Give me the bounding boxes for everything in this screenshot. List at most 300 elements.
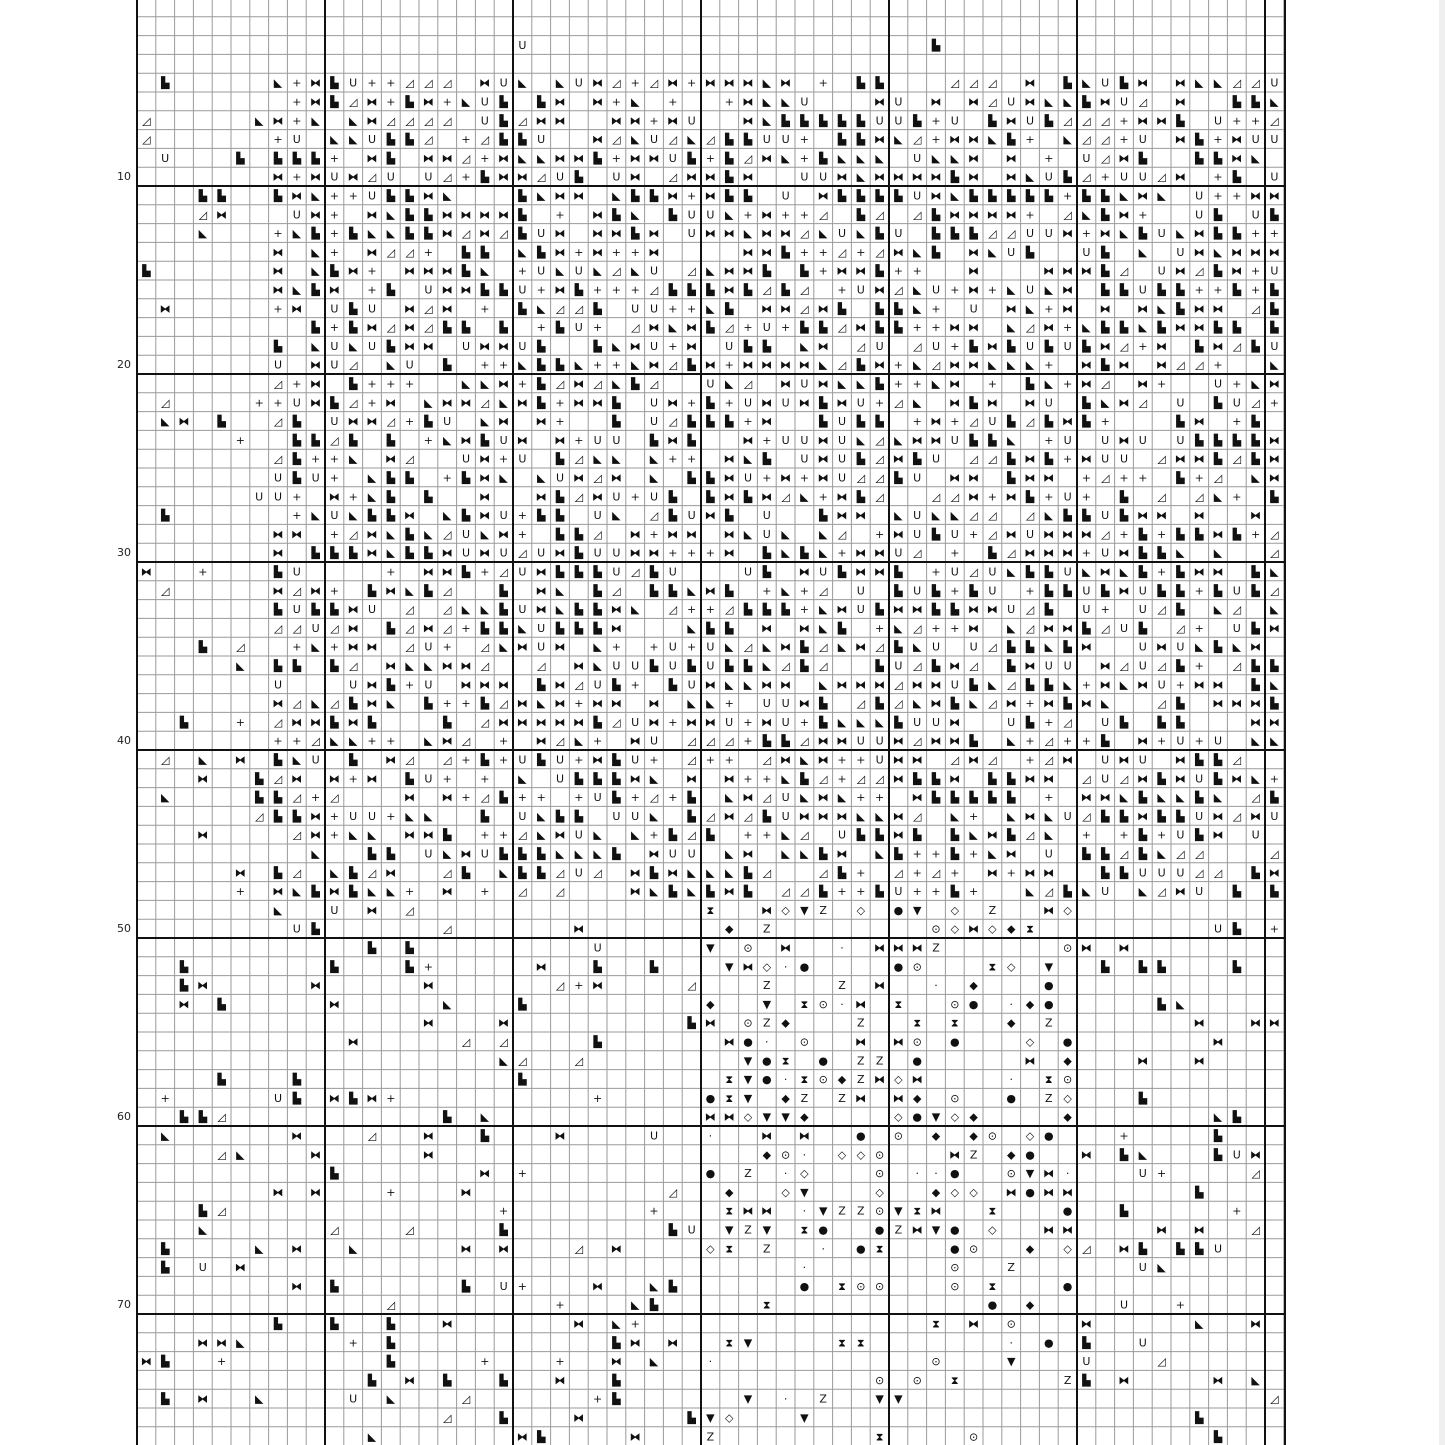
stitch-symbol: ▙ [330,603,339,617]
stitch-symbol: ◣ [1157,302,1166,316]
stitch-symbol: ▙ [273,866,283,880]
stitch-symbol: U [762,697,771,711]
stitch-symbol: ⧓ [479,227,491,241]
stitch-symbol: ◿ [160,753,170,767]
stitch-symbol: U [1044,396,1053,410]
stitch-symbol: ◣ [480,264,490,278]
stitch-symbol: ◿ [1157,1355,1166,1369]
stitch-symbol: ⊙ [874,1373,885,1387]
stitch-symbol: + [931,133,941,147]
stitch-symbol: + [1232,114,1242,128]
stitch-symbol: ⧓ [704,358,716,372]
stitch-symbol: ◿ [912,546,922,560]
stitch-symbol: ◣ [424,527,433,541]
stitch-symbol: ▙ [612,847,621,861]
stitch-symbol: ▙ [198,640,208,654]
stitch-symbol: + [517,509,528,523]
stitch-symbol: ⧓ [892,734,904,748]
stitch-symbol: + [1138,339,1148,353]
stitch-symbol: U [349,809,358,823]
stitch-symbol: ⧓ [817,753,829,767]
stitch-symbol: ◣ [367,227,377,241]
stitch-symbol: ▙ [1176,302,1185,316]
stitch-symbol: U [1101,753,1110,767]
stitch-symbol: ◣ [574,358,584,372]
stitch-symbol: ◣ [555,603,565,617]
stitch-symbol: ▙ [480,170,490,184]
stitch-symbol: ◿ [1157,452,1166,466]
stitch-symbol: ⧓ [855,565,867,579]
stitch-symbol: ◿ [348,527,358,541]
stitch-symbol: ▙ [480,753,490,767]
stitch-symbol: ▙ [856,189,866,203]
stitch-symbol: + [235,715,246,729]
stitch-symbol: ▙ [1100,584,1110,598]
stitch-symbol: ⧓ [874,941,886,955]
stitch-symbol: ▙ [1213,433,1223,447]
stitch-symbol: ◿ [1194,866,1204,880]
stitch-symbol: ◇ [950,922,960,936]
stitch-symbol: · [783,1392,788,1406]
stitch-symbol: ▙ [236,151,245,165]
stitch-symbol: ▙ [536,339,546,353]
stitch-symbol: ⧓ [968,358,980,372]
stitch-symbol: ⧓ [1250,715,1262,729]
stitch-symbol: ▙ [762,452,772,466]
stitch-symbol: ◣ [555,264,565,278]
stitch-symbol: ◣ [1082,208,1091,222]
stitch-symbol: ⧓ [1231,151,1243,165]
stitch-symbol: ⧓ [986,396,998,410]
stitch-symbol: + [611,245,622,259]
stitch-symbol: ◣ [1100,697,1110,711]
stitch-symbol: ⧓ [968,95,980,109]
stitch-symbol: ◣ [1213,245,1223,259]
stitch-symbol: ◣ [593,452,602,466]
stitch-symbol: ◣ [668,321,678,335]
stitch-symbol: + [1062,189,1073,203]
stitch-symbol: U [1119,170,1129,184]
stitch-symbol: ▙ [988,772,997,786]
stitch-symbol: ▙ [1100,283,1110,297]
stitch-symbol: ▙ [649,1298,659,1312]
stitch-symbol: ⧓ [986,208,998,222]
stitch-symbol: ⊙ [1062,1073,1073,1087]
stitch-symbol: ◿ [236,640,245,654]
stitch-symbol: ◿ [668,1185,678,1199]
stitch-symbol: ◿ [1232,809,1242,823]
stitch-symbol: ⧓ [761,490,773,504]
stitch-symbol: ◆ [969,1129,978,1143]
stitch-symbol: ⧓ [610,603,622,617]
stitch-symbol: ▙ [555,565,565,579]
stitch-symbol: U [555,772,565,786]
stitch-symbol: ▙ [405,471,414,485]
stitch-symbol: ▙ [461,1279,471,1293]
stitch-symbol: ◿ [818,659,828,673]
stitch-symbol: ◣ [386,697,396,711]
stitch-symbol: + [1119,471,1129,485]
stitch-symbol: ⧓ [573,377,585,391]
stitch-symbol: ◣ [630,95,640,109]
stitch-symbol: + [837,772,847,786]
stitch-symbol: ⧓ [1250,1317,1262,1331]
stitch-symbol: ⧓ [1212,1373,1224,1387]
stitch-symbol: ▙ [706,828,715,842]
stitch-symbol: ◣ [1270,565,1279,579]
stitch-symbol: ⧓ [892,1091,904,1105]
stitch-symbol: ▙ [330,1167,339,1181]
stitch-symbol: ⧓ [968,753,980,767]
stitch-symbol: ◇ [894,1073,903,1087]
stitch-symbol: ◣ [630,208,640,222]
stitch-symbol: ⧓ [347,415,359,429]
stitch-symbol: + [762,584,772,598]
stitch-symbol: ⧓ [742,791,754,805]
stitch-symbol: ◿ [1119,847,1129,861]
stitch-symbol: ◣ [931,151,941,165]
stitch-symbol: ▙ [762,809,772,823]
stitch-symbol: ⧓ [780,302,792,316]
stitch-symbol: + [1250,114,1261,128]
stitch-symbol: + [1156,828,1167,842]
stitch-symbol: + [630,283,640,297]
stitch-symbol: U [1157,264,1166,278]
stitch-symbol: ▙ [1194,1411,1204,1425]
stitch-symbol: ◣ [612,1317,621,1331]
stitch-symbol: ⧓ [1118,753,1130,767]
stitch-symbol: ◣ [386,885,396,899]
stitch-symbol: ⧓ [366,208,378,222]
stitch-symbol: U [424,772,433,786]
stitch-symbol: ◆ [912,1091,922,1105]
stitch-symbol: ◇ [781,1185,790,1199]
stitch-symbol: ◣ [912,245,922,259]
stitch-symbol: ⧓ [968,264,980,278]
stitch-symbol: ● [761,1073,772,1087]
stitch-symbol: ● [949,1167,960,1181]
stitch-symbol: U [913,471,922,485]
stitch-symbol: ⧓ [479,339,491,353]
stitch-symbol: ⧓ [592,396,604,410]
stitch-symbol: ◣ [480,377,490,391]
stitch-symbol: U [574,264,583,278]
stitch-symbol: + [1138,471,1148,485]
stitch-symbol: + [216,1355,227,1369]
stitch-symbol: ⧓ [573,396,585,410]
stitch-symbol: + [367,396,377,410]
stitch-symbol: ⧓ [1156,339,1168,353]
stitch-symbol: · [1065,1167,1070,1181]
stitch-symbol: U [875,339,884,353]
stitch-symbol: ⧓ [291,1129,303,1143]
stitch-symbol: ◿ [217,1148,226,1162]
stitch-symbol: ⧓ [347,1035,359,1049]
stitch-symbol: U [649,1129,659,1143]
stitch-symbol: + [743,828,753,842]
stitch-symbol: ◿ [1100,377,1110,391]
stitch-symbol: ⧓ [328,885,340,899]
stitch-symbol: ◿ [1251,302,1260,316]
stitch-symbol: ◿ [724,321,734,335]
stitch-symbol: ◣ [781,95,790,109]
stitch-symbol: + [893,264,904,278]
stitch-symbol: ⧓ [479,490,491,504]
stitch-symbol: ▙ [1100,321,1110,335]
stitch-symbol: ◣ [724,377,734,391]
stitch-symbol: ⧓ [1043,264,1055,278]
stitch-symbol: ▙ [1100,245,1110,259]
stitch-symbol: U [273,1091,283,1105]
stitch-symbol: ⧓ [328,283,340,297]
stitch-symbol: ⧓ [460,678,472,692]
stitch-symbol: ▼ [800,1185,809,1199]
stitch-symbol: U [1101,772,1110,786]
stitch-symbol: U [819,565,828,579]
stitch-symbol: ◿ [1194,264,1204,278]
stitch-symbol: ● [893,960,904,974]
stitch-symbol: ▙ [330,76,339,90]
stitch-symbol: ⧓ [949,358,961,372]
stitch-symbol: ◣ [424,734,433,748]
stitch-symbol: ◣ [894,133,903,147]
stitch-symbol: + [536,321,546,335]
stitch-symbol: ▙ [499,321,508,335]
stitch-symbol: + [611,283,622,297]
stitch-symbol: ◿ [781,659,790,673]
stitch-symbol: ◣ [781,527,790,541]
stitch-symbol: ▙ [518,1073,527,1087]
stitch-symbol: ⧓ [742,1204,754,1218]
stitch-symbol: ▙ [856,208,866,222]
stitch-symbol: U [687,1223,696,1237]
stitch-symbol: ◣ [931,509,941,523]
stitch-symbol: + [329,527,340,541]
stitch-symbol: + [668,95,678,109]
stitch-symbol: ⧓ [1118,208,1130,222]
stitch-symbol: ⧓ [968,133,980,147]
stitch-symbol: + [762,471,772,485]
stitch-symbol: ▙ [837,133,847,147]
stitch-symbol: ▙ [160,509,170,523]
stitch-symbol: + [498,753,509,767]
stitch-symbol: ⧓ [1193,245,1205,259]
stitch-symbol: ▙ [273,151,283,165]
stitch-symbol: ⧓ [648,227,660,241]
stitch-symbol: ⧓ [422,621,434,635]
stitch-symbol: ⧓ [1250,809,1262,823]
stitch-symbol: U [1025,283,1035,297]
stitch-symbol: ▙ [593,715,602,729]
stitch-symbol: ◿ [837,358,847,372]
stitch-symbol: ⧓ [573,151,585,165]
stitch-symbol: ⧓ [892,941,904,955]
stitch-symbol: ◿ [1100,471,1110,485]
stitch-symbol: ⧓ [1118,941,1130,955]
stitch-symbol: ▙ [1025,640,1035,654]
stitch-symbol: ◿ [800,302,809,316]
stitch-symbol: ⧓ [573,1317,585,1331]
stitch-symbol: ⧓ [1193,1054,1205,1068]
stitch-symbol: ◣ [518,358,527,372]
stitch-symbol: ⧓ [441,208,453,222]
stitch-symbol: ⧓ [855,640,867,654]
stitch-symbol: ▙ [179,979,189,993]
stitch-symbol: ◣ [386,208,396,222]
stitch-symbol: ◿ [1270,1392,1279,1406]
stitch-symbol: ⧓ [968,603,980,617]
stitch-symbol: ⧓ [761,678,773,692]
stitch-symbol: ▙ [499,603,508,617]
stitch-symbol: ▙ [405,941,414,955]
stitch-symbol: ◇ [743,1110,753,1124]
stitch-symbol: + [668,302,678,316]
stitch-symbol: U [273,358,283,372]
stitch-symbol: ⧓ [1156,640,1168,654]
stitch-symbol: ◿ [950,490,960,504]
stitch-symbol: ◣ [254,114,264,128]
stitch-symbol: ▙ [1213,1430,1223,1444]
stitch-symbol: ▙ [518,208,527,222]
stitch-symbol: ◣ [424,809,433,823]
stitch-symbol: ▙ [555,809,565,823]
stitch-symbol: + [329,151,340,165]
stitch-symbol: ◣ [1006,734,1016,748]
stitch-symbol: ⧓ [592,1279,604,1293]
stitch-symbol: ◿ [405,753,414,767]
stitch-symbol: ⧓ [1156,114,1168,128]
stitch-symbol: ◇ [800,1167,809,1181]
stitch-symbol: ◣ [724,866,734,880]
stitch-symbol: ▙ [931,227,941,241]
stitch-symbol: + [555,1298,565,1312]
stitch-symbol: ▙ [348,433,358,447]
stitch-symbol: ◿ [273,377,283,391]
stitch-symbol: ▙ [837,621,847,635]
stitch-symbol: ◿ [837,527,847,541]
stitch-symbol: ⧓ [855,509,867,523]
stitch-symbol: + [1232,490,1242,504]
stitch-symbol: ⧓ [554,678,566,692]
stitch-symbol: ⧓ [516,396,528,410]
stitch-symbol: ▙ [442,358,452,372]
stitch-symbol: U [1251,208,1260,222]
stitch-symbol: Z [838,979,846,993]
stitch-symbol: ◿ [1119,339,1129,353]
stitch-symbol: ▙ [706,321,715,335]
stitch-symbol: U [1063,659,1072,673]
stitch-symbol: ▙ [1251,565,1260,579]
stitch-symbol: ◿ [687,979,696,993]
stitch-symbol: + [1119,114,1129,128]
stitch-symbol: ◣ [837,151,847,165]
stitch-symbol: ▙ [1176,697,1185,711]
stitch-symbol: ⧓ [949,321,961,335]
stitch-symbol: + [1194,471,1204,485]
stitch-symbol: ◿ [649,283,659,297]
stitch-symbol: ▙ [405,772,414,786]
stitch-symbol: ⧓ [422,1148,434,1162]
stitch-symbol: ⧓ [1062,1223,1074,1237]
stitch-symbol: ◿ [875,490,884,504]
stitch-symbol: ⧓ [610,1242,622,1256]
stitch-symbol: ▙ [386,1317,396,1331]
stitch-symbol: ⧓ [1080,377,1092,391]
stitch-symbol: ▙ [781,245,790,259]
stitch-symbol: ⧓ [554,95,566,109]
stitch-symbol: ● [743,1035,753,1049]
stitch-symbol: ◿ [706,734,715,748]
stitch-symbol: ⊙ [856,1279,866,1293]
stitch-symbol: ◣ [499,640,508,654]
stitch-symbol: ⧓ [310,584,322,598]
stitch-symbol: ⧗ [725,1336,734,1350]
stitch-symbol: ⧓ [667,527,679,541]
stitch-symbol: + [404,377,415,391]
stitch-symbol: ⧓ [949,715,961,729]
stitch-symbol: ◿ [1251,76,1260,90]
stitch-symbol: U [969,640,978,654]
stitch-symbol: U [1270,133,1279,147]
stitch-symbol: ◿ [856,697,866,711]
stitch-symbol: ▼ [1006,1355,1016,1369]
stitch-symbol: + [874,396,885,410]
stitch-symbol: ▙ [1232,527,1242,541]
stitch-symbol: ◣ [1213,791,1223,805]
stitch-symbol: ⊙ [1006,1167,1016,1181]
stitch-symbol: ▙ [536,509,546,523]
stitch-symbol: ▙ [499,584,508,598]
stitch-symbol: + [1156,527,1167,541]
stitch-symbol: Z [988,903,997,917]
stitch-symbol: ▙ [273,791,283,805]
stitch-symbol: ⧓ [422,339,434,353]
stitch-symbol: ▙ [386,678,396,692]
stitch-symbol: ⧓ [704,170,716,184]
stitch-symbol: ⧓ [1212,527,1224,541]
stitch-symbol: + [1250,527,1261,541]
stitch-symbol: ◣ [292,753,302,767]
stitch-symbol: ◆ [1025,997,1035,1011]
stitch-symbol: ▙ [818,509,828,523]
stitch-symbol: ⧓ [817,433,829,447]
stitch-symbol: ⧓ [422,565,434,579]
stitch-symbol: ◿ [1213,471,1223,485]
stitch-symbol: + [968,847,979,861]
stitch-symbol: ▙ [1176,584,1185,598]
stitch-symbol: ▙ [856,358,866,372]
stitch-symbol: + [649,527,659,541]
stitch-symbol: ◣ [950,189,960,203]
stitch-symbol: ◣ [687,697,696,711]
stitch-symbol: ◣ [348,509,358,523]
stitch-symbol: ⧓ [1268,189,1280,203]
stitch-symbol: ▙ [1119,715,1129,729]
stitch-symbol: ◣ [292,227,302,241]
stitch-symbol: + [743,415,753,429]
stitch-symbol: ◿ [405,1223,414,1237]
stitch-symbol: + [461,791,471,805]
stitch-symbol: U [1063,339,1072,353]
stitch-symbol: ◿ [160,396,170,410]
stitch-symbol: ◿ [818,772,828,786]
stitch-symbol: ▙ [912,772,922,786]
stitch-symbol: ▙ [1044,678,1054,692]
stitch-symbol: ⧓ [817,377,829,391]
stitch-symbol: ◿ [875,772,884,786]
stitch-symbol: ▼ [781,1110,790,1124]
stitch-symbol: ◿ [668,415,678,429]
